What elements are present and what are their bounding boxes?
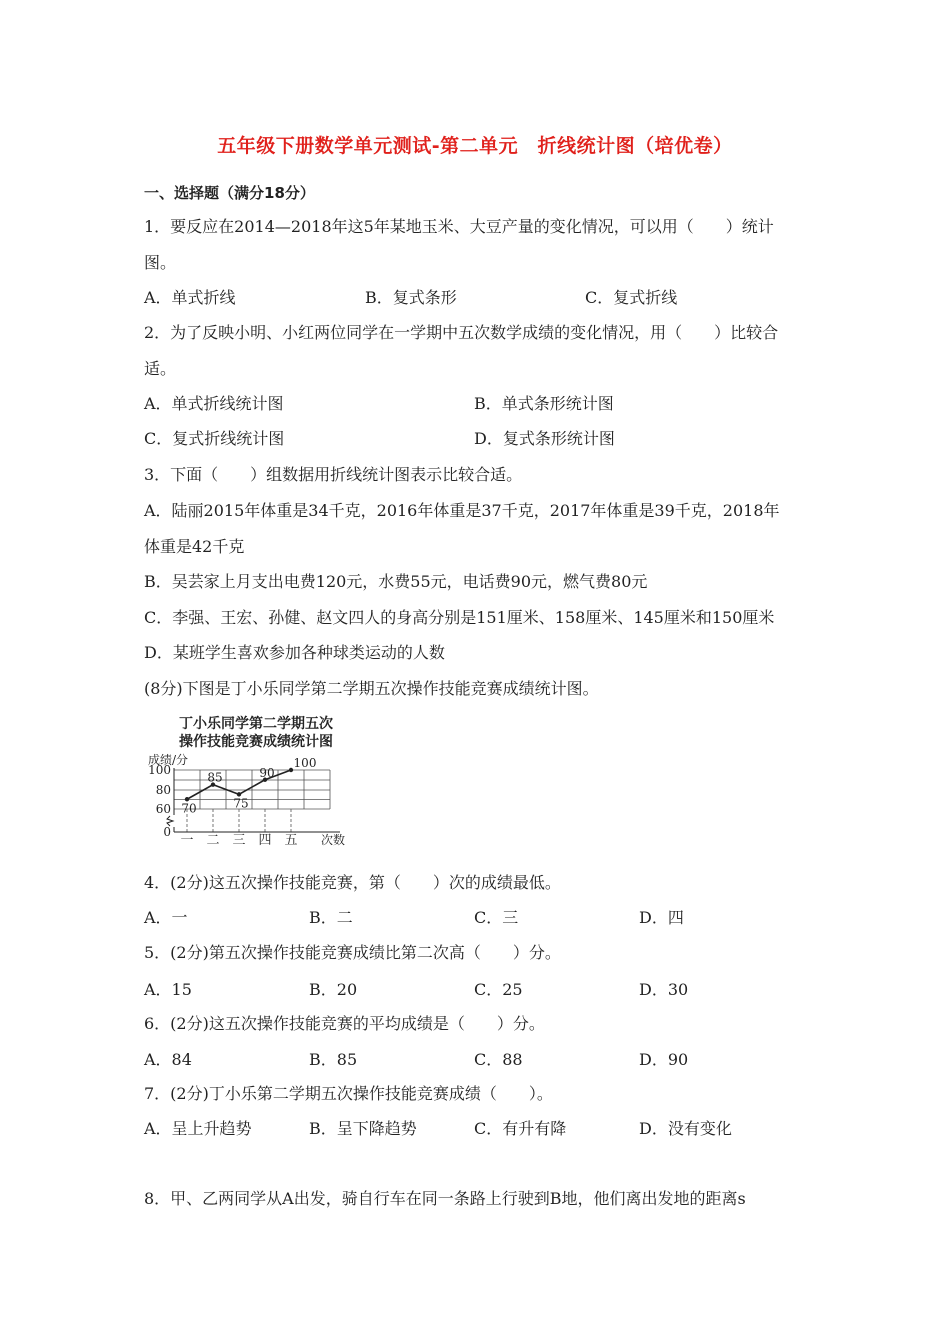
q7-option-b: B．呈下降趋势 (309, 1119, 417, 1138)
q3-option-b: B．吴芸家上月支出电费120元，水费55元，电话费90元，燃气费80元 (144, 572, 648, 591)
chart-title-line1: 丁小乐同学第二学期五次 (179, 716, 333, 732)
q4-option-d: D．四 (639, 908, 684, 927)
score-line-chart (144, 712, 354, 854)
question-6-stem: 6．(2分)这五次操作技能竞赛的平均成绩是（ ）分。 (144, 1014, 545, 1033)
data-label: 85 (207, 770, 223, 785)
q1-option-b: B．复式条形 (365, 288, 457, 307)
question-5-stem: 5．(2分)第五次操作技能竞赛成绩比第二次高（ ）分。 (144, 943, 561, 962)
y-tick-label: 0 (163, 825, 171, 839)
q4-option-a: A．一 (144, 908, 188, 927)
question-8-stem: 8．甲、乙两同学从A出发，骑自行车在同一条路上行驶到B地，他们离出发地的距离s (144, 1189, 746, 1208)
question-2-stem: 2．为了反映小明、小红两位同学在一学期中五次数学成绩的变化情况，用（ ）比较合 (144, 323, 779, 342)
q6-option-a: A．84 (144, 1050, 192, 1069)
question-4-stem: 4．(2分)这五次操作技能竞赛，第（ ）次的成绩最低。 (144, 873, 561, 892)
page-title: 五年级下册数学单元测试-第二单元 折线统计图（培优卷） (217, 135, 733, 157)
q7-option-d: D．没有变化 (639, 1119, 732, 1138)
q5-option-b: B．20 (309, 980, 358, 999)
data-point (289, 768, 293, 772)
q1-option-a: A．单式折线 (144, 288, 236, 307)
q5-option-a: A．15 (144, 980, 192, 999)
question-1-stem: 1．要反应在2014—2018年这5年某地玉米、大豆产量的变化情况，可以用（ ）统计 (144, 217, 774, 236)
x-categories (180, 833, 297, 848)
q7-option-a: A．呈上升趋势 (144, 1119, 252, 1138)
q6-option-d: D．90 (639, 1050, 689, 1069)
y-axis-label: 成绩/分 (148, 753, 189, 767)
x-tick-label: 一 (180, 833, 194, 848)
x-tick-label: 四 (258, 833, 272, 848)
question-1-stem-cont: 图。 (144, 253, 177, 272)
y-tick-label: 100 (148, 763, 171, 777)
q4-option-c: C．三 (474, 908, 519, 927)
x-axis-label: 次数 (321, 833, 346, 847)
q5-option-d: D．30 (639, 980, 689, 999)
q3-option-d: D．某班学生喜欢参加各种球类运动的人数 (144, 643, 445, 662)
q2-option-a: A．单式折线统计图 (144, 394, 284, 413)
y-ticks (148, 763, 171, 839)
data-label: 90 (259, 765, 275, 780)
data-label: 70 (181, 801, 197, 816)
x-tick-label: 三 (232, 833, 246, 848)
q1-option-c: C．复式折线 (585, 288, 678, 307)
group-intro: (8分)下图是丁小乐同学第二学期五次操作技能竞赛成绩统计图。 (144, 679, 599, 698)
q2-option-c: C．复式折线统计图 (144, 429, 285, 448)
q3-option-a: A．陆丽2015年体重是34千克，2016年体重是37千克，2017年体重是39千克，2018年 (144, 501, 780, 520)
question-7-stem: 7．(2分)丁小乐第二学期五次操作技能竞赛成绩（ ）。 (144, 1084, 553, 1103)
question-3-stem: 3．下面（ ）组数据用折线统计图表示比较合适。 (144, 465, 523, 484)
x-tick-label: 二 (206, 833, 220, 848)
q7-option-c: C．有升有降 (474, 1119, 567, 1138)
q6-option-c: C．88 (474, 1050, 523, 1069)
q5-option-c: C．25 (474, 980, 523, 999)
data-label: 100 (293, 756, 317, 770)
q4-option-b: B．二 (309, 908, 353, 927)
y-tick-label: 60 (155, 802, 171, 816)
y-tick-label: 80 (155, 783, 171, 797)
section-heading: 一、选择题（满分18分） (144, 184, 315, 202)
q2-option-b: B．单式条形统计图 (474, 394, 614, 413)
q3-option-c: C．李强、王宏、孙健、赵文四人的身高分别是151厘米、158厘米、145厘米和150厘米 (144, 608, 775, 627)
x-tick-label: 五 (284, 833, 298, 848)
q6-option-b: B．85 (309, 1050, 358, 1069)
q2-option-d: D．复式条形统计图 (474, 429, 615, 448)
chart-title-line2: 操作技能竞赛成绩统计图 (179, 734, 333, 750)
question-2-stem-cont: 适。 (144, 359, 177, 378)
chart-grid (174, 765, 340, 832)
q3-option-a-cont: 体重是42千克 (144, 537, 245, 556)
data-labels (181, 756, 316, 815)
data-label: 75 (233, 796, 249, 811)
